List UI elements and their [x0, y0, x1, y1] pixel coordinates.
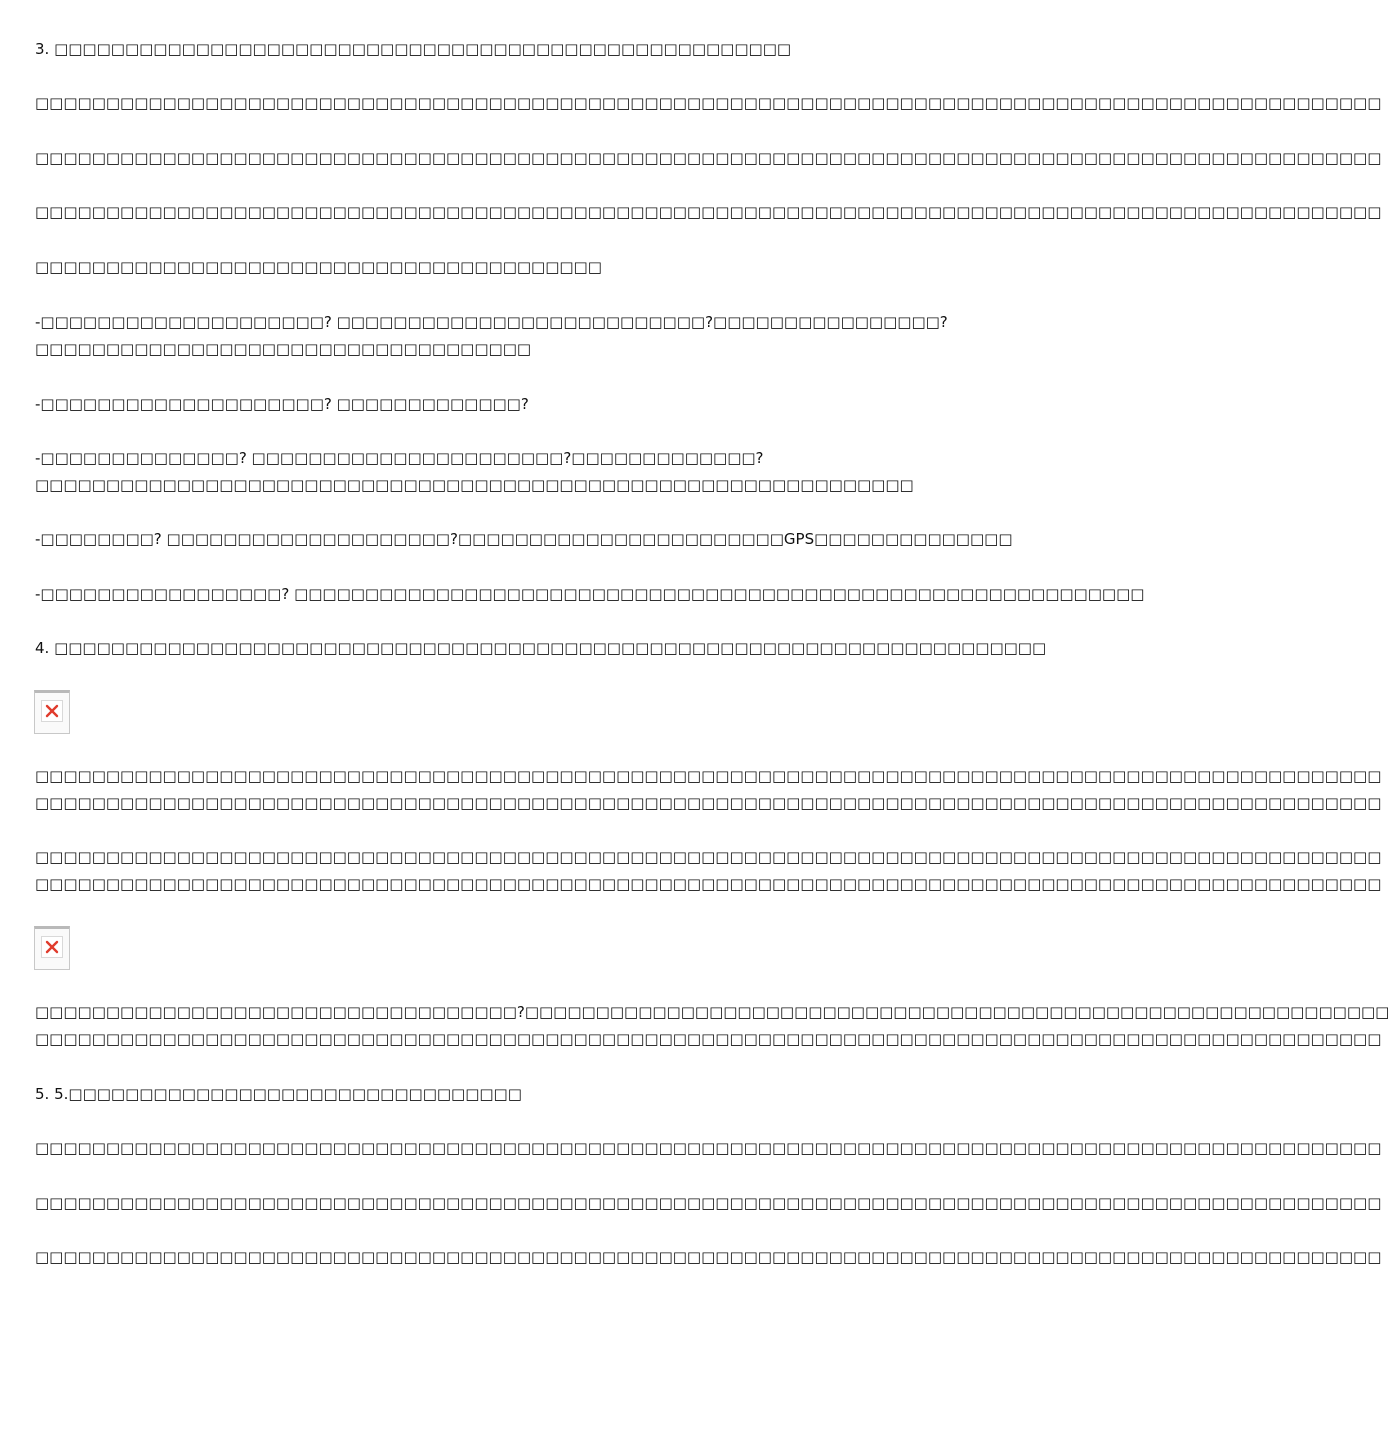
- paragraph-line: □□□□□□□□□□□□□□□□□□□□□□□□□□□□□□□□□□□□□□□□□□□□□□□□□□□□□□□□□□□□□□□□□□□□□□□□□□□□□□□□□□□□□□□□□□□□□□□: [35, 767, 1382, 785]
- paragraph-line: □□□□□□□□□□□□□□□□□□□□□□□□□□□□□□□□□□□□□□□□□□□□□□□□□□□□□□□□□□□□□□□□□□□□□□□□□□□□□□□□□□□□□□□□□□□□□□□: [35, 1248, 1382, 1266]
- bullet-line: -□□□□□□□□□□□□□□? □□□□□□□□□□□□□□□□□□□□□□?□□□□□□□□□□□□□?: [35, 449, 764, 467]
- section-heading-5: 5. 5.□□□□□□□□□□□□□□□□□□□□□□□□□□□□□□□□: [35, 1085, 522, 1103]
- broken-image-placeholder: [34, 690, 70, 734]
- bullet-line: -□□□□□□□□? □□□□□□□□□□□□□□□□□□□□?□□□□□□□□□□□□□□□□□□□□□□□GPS□□□□□□□□□□□□□□: [35, 530, 1013, 548]
- bullet-continuation-line: □□□□□□□□□□□□□□□□□□□□□□□□□□□□□□□□□□□: [35, 340, 532, 358]
- paragraph-line: □□□□□□□□□□□□□□□□□□□□□□□□□□□□□□□□□□?□□□□□□□□□□□□□□□□□□□□□□□□□□□□□□□□□□□□□□□□□□□□□□□□□□□□□□□□□□□□□: [35, 1003, 1389, 1021]
- paragraph-line: □□□□□□□□□□□□□□□□□□□□□□□□□□□□□□□□□□□□□□□□□□□□□□□□□□□□□□□□□□□□□□□□□□□□□□□□□□□□□□□□□□□□□□□□□□□□□□□: [35, 875, 1382, 893]
- paragraph-line: □□□□□□□□□□□□□□□□□□□□□□□□□□□□□□□□□□□□□□□□□□□□□□□□□□□□□□□□□□□□□□□□□□□□□□□□□□□□□□□□□□□□□□□□□□□□□□□: [35, 1139, 1382, 1157]
- section-heading-3: 3. □□□□□□□□□□□□□□□□□□□□□□□□□□□□□□□□□□□□□□□□□□□□□□□□□□□□: [35, 40, 792, 58]
- bullet-line: -□□□□□□□□□□□□□□□□□? □□□□□□□□□□□□□□□□□□□□□□□□□□□□□□□□□□□□□□□□□□□□□□□□□□□□□□□□□□□□: [35, 585, 1145, 603]
- broken-image-placeholder: [34, 926, 70, 970]
- paragraph-line: □□□□□□□□□□□□□□□□□□□□□□□□□□□□□□□□□□□□□□□□□□□□□□□□□□□□□□□□□□□□□□□□□□□□□□□□□□□□□□□□□□□□□□□□□□□□□□□: [35, 149, 1382, 167]
- paragraph-line: □□□□□□□□□□□□□□□□□□□□□□□□□□□□□□□□□□□□□□□□□□□□□□□□□□□□□□□□□□□□□□□□□□□□□□□□□□□□□□□□□□□□□□□□□□□□□□□: [35, 1030, 1382, 1048]
- paragraph-line: □□□□□□□□□□□□□□□□□□□□□□□□□□□□□□□□□□□□□□□□: [35, 258, 602, 276]
- paragraph-line: □□□□□□□□□□□□□□□□□□□□□□□□□□□□□□□□□□□□□□□□□□□□□□□□□□□□□□□□□□□□□□□□□□□□□□□□□□□□□□□□□□□□□□□□□□□□□□□: [35, 94, 1382, 112]
- bullet-continuation-line: □□□□□□□□□□□□□□□□□□□□□□□□□□□□□□□□□□□□□□□□□□□□□□□□□□□□□□□□□□□□□□: [35, 476, 914, 494]
- bullet-line: -□□□□□□□□□□□□□□□□□□□□? □□□□□□□□□□□□□?: [35, 395, 529, 413]
- paragraph-line: □□□□□□□□□□□□□□□□□□□□□□□□□□□□□□□□□□□□□□□□□□□□□□□□□□□□□□□□□□□□□□□□□□□□□□□□□□□□□□□□□□□□□□□□□□□□□□□: [35, 794, 1382, 812]
- section-heading-4: 4. □□□□□□□□□□□□□□□□□□□□□□□□□□□□□□□□□□□□□□□□□□□□□□□□□□□□□□□□□□□□□□□□□□□□□□: [35, 639, 1047, 657]
- bullet-line: -□□□□□□□□□□□□□□□□□□□□? □□□□□□□□□□□□□□□□□□□□□□□□□□?□□□□□□□□□□□□□□□□?: [35, 313, 948, 331]
- paragraph-line: □□□□□□□□□□□□□□□□□□□□□□□□□□□□□□□□□□□□□□□□□□□□□□□□□□□□□□□□□□□□□□□□□□□□□□□□□□□□□□□□□□□□□□□□□□□□□□□: [35, 203, 1382, 221]
- broken-image-icon: [41, 936, 63, 958]
- paragraph-line: □□□□□□□□□□□□□□□□□□□□□□□□□□□□□□□□□□□□□□□□□□□□□□□□□□□□□□□□□□□□□□□□□□□□□□□□□□□□□□□□□□□□□□□□□□□□□□□: [35, 1194, 1382, 1212]
- broken-image-icon: [41, 700, 63, 722]
- paragraph-line: □□□□□□□□□□□□□□□□□□□□□□□□□□□□□□□□□□□□□□□□□□□□□□□□□□□□□□□□□□□□□□□□□□□□□□□□□□□□□□□□□□□□□□□□□□□□□□□: [35, 848, 1382, 866]
